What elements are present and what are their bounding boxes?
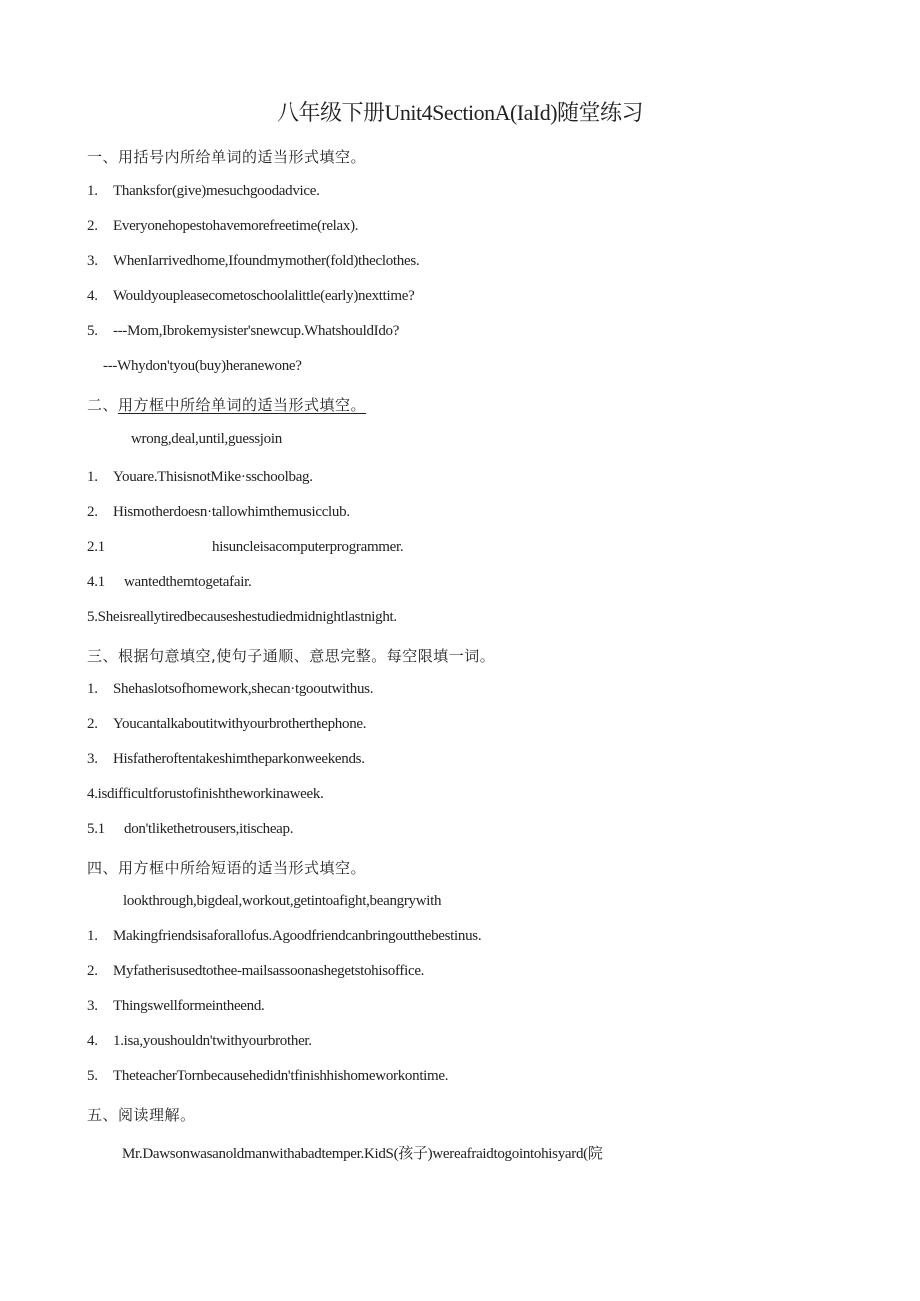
section-4-heading: [87, 857, 366, 878]
question-item: [87, 716, 366, 733]
question-item: [87, 539, 105, 556]
question-number: 2.: [87, 716, 98, 732]
question-item: [87, 218, 358, 235]
phrase-box: lookthrough,bigdeal,workout,getintoafight,beangrywith: [123, 893, 442, 909]
question-number: 4.1: [87, 574, 105, 590]
question-text: Makingfriendsisaforallofus.Agoodfriendcanbringoutthebestinus.: [113, 928, 482, 944]
question-text: Thanksfor(give)mesuchgoodadvice.: [113, 183, 320, 199]
question-number: 1.: [87, 928, 98, 944]
question-item: [87, 1033, 312, 1050]
question-item: [87, 998, 265, 1015]
question-text: Shehaslotsofhomework,shecan·tgooutwithus.: [113, 681, 374, 697]
section-instruction: 用括号内所给单词的适当形式填空。: [118, 148, 367, 166]
question-number: 5.1: [87, 821, 105, 837]
question-item: [87, 751, 365, 768]
question-number: 2.: [87, 504, 98, 520]
section-number: 四、: [87, 859, 119, 877]
question-text: Wouldyoupleasecometoschoolalittle(early)nexttime?: [113, 288, 415, 304]
section-5-heading: [87, 1104, 196, 1125]
question-text: Myfatherisusedtothee-mailsassoonashegetstohisoffice.: [113, 963, 425, 979]
question-number: 1.: [87, 183, 98, 199]
question-text: Everyonehopestohavemorefreetime(relax).: [113, 218, 359, 234]
section-number: 二、: [87, 396, 119, 414]
question-item: [87, 1068, 448, 1085]
question-number: 4.: [87, 288, 98, 304]
question-item: [87, 504, 350, 521]
question-item: [87, 786, 324, 803]
question-item: [87, 469, 313, 486]
question-item: [103, 358, 302, 375]
question-number: 1.: [87, 469, 98, 485]
question-item: [87, 288, 414, 305]
question-number: 5.: [87, 1068, 98, 1084]
question-item: [87, 609, 397, 626]
question-item: [87, 323, 399, 340]
question-text: ---Mom,Ibrokemysister'snewcup.WhatshouldIdo?: [113, 323, 400, 339]
section-2-heading: [87, 394, 366, 415]
question-text: Youare.ThisisnotMike·sschoolbag.: [113, 469, 313, 485]
question-item: [87, 681, 373, 698]
question-item: [87, 253, 419, 270]
question-text: 4.isdifficultforustofinishtheworkinaweek.: [87, 786, 324, 802]
question-text: WhenIarrivedhome,Ifoundmymother(fold)theclothes.: [113, 253, 420, 269]
question-text: Hismotherdoesn·tallowhimthemusicclub.: [113, 504, 350, 520]
question-item: [87, 963, 424, 980]
question-number: 3.: [87, 751, 98, 767]
section-instruction: 用方框中所给短语的适当形式填空。: [118, 859, 367, 877]
page-title: 八年级下册Unit4SectionA(IaId)随堂练习: [276, 100, 644, 125]
question-item: [87, 928, 481, 945]
question-item: [87, 574, 105, 591]
reading-paragraph: Mr.Dawsonwasanoldmanwithabadtemper.KidS(孩子)wereafraidtogointohisyard(院: [122, 1146, 603, 1162]
section-1-heading: [87, 146, 366, 167]
question-text: hisuncleisacomputerprogrammer.: [212, 539, 404, 555]
question-number: 3.: [87, 253, 98, 269]
question-text: wantedthemtogetafair.: [124, 574, 252, 590]
question-item: [87, 183, 320, 200]
word-box: wrong,deal,until,guessjoin: [131, 431, 282, 447]
question-text: TheteacherTornbecausehedidn'tfinishhishomeworkontime.: [113, 1068, 449, 1084]
section-number: 五、: [87, 1106, 119, 1124]
question-text: 5.Sheisreallytiredbecauseshestudiedmidnightlastnight.: [87, 609, 397, 625]
section-number: 三、: [87, 647, 119, 665]
question-text: Hisfatheroftentakeshimtheparkonweekends.: [113, 751, 365, 767]
section-instruction: 用方框中所给单词的适当形式填空。: [118, 396, 367, 414]
question-text: don'tlikethetrousers,itischeap.: [124, 821, 294, 837]
question-number: 2.: [87, 963, 98, 979]
question-number: 3.: [87, 998, 98, 1014]
question-text: ---Whydon'tyou(buy)heranewone?: [103, 358, 302, 374]
section-3-heading: [87, 645, 495, 666]
section-instruction: 根据句意填空,使句子通顺、意思完整。每空限填一词。: [118, 647, 496, 665]
question-text: Youcantalkaboutitwithyourbrotherthephone.: [113, 716, 367, 732]
question-number: 1.: [87, 681, 98, 697]
question-number: 4.: [87, 1033, 98, 1049]
section-instruction: 阅读理解。: [118, 1106, 196, 1124]
question-text: 1.isa,youshouldn'twithyourbrother.: [113, 1033, 312, 1049]
section-number: 一、: [87, 148, 119, 166]
question-text: Thingswellformeintheend.: [113, 998, 265, 1014]
question-number: 2.1: [87, 539, 105, 555]
question-number: 5.: [87, 323, 98, 339]
question-item: [87, 821, 105, 838]
question-number: 2.: [87, 218, 98, 234]
